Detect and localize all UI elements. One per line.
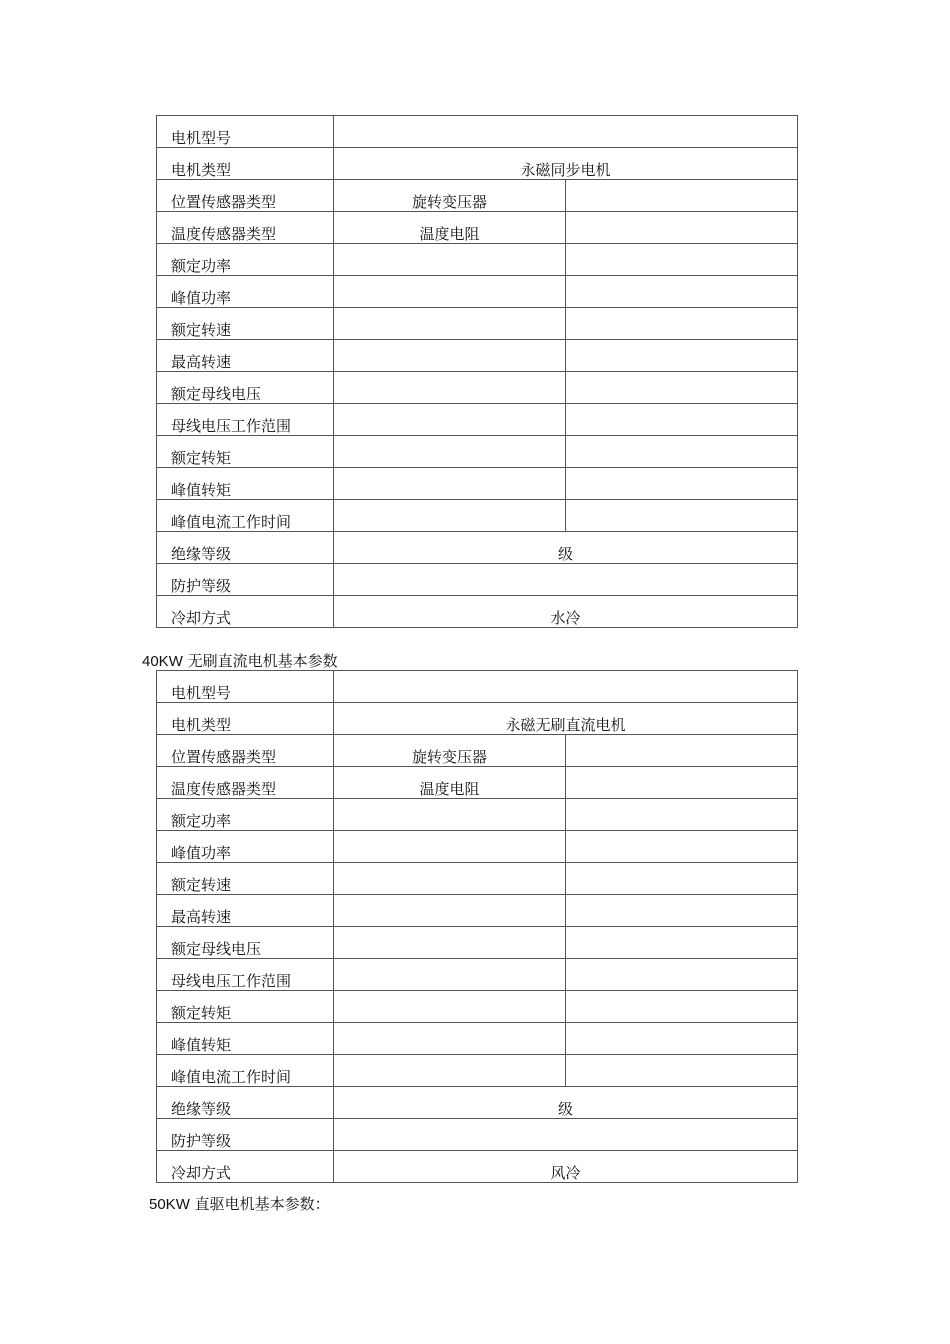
param-label: 绝缘等级: [157, 532, 334, 564]
param-extra: [566, 863, 798, 895]
param-value: [334, 863, 566, 895]
param-value: [334, 831, 566, 863]
param-extra: [566, 831, 798, 863]
caption-power: 40KW: [142, 653, 183, 670]
param-value: 水冷: [334, 596, 798, 628]
param-value: [334, 1119, 798, 1151]
param-label: 额定功率: [157, 244, 334, 276]
table-row: [157, 404, 798, 436]
param-value: [334, 500, 566, 532]
table-row: [157, 372, 798, 404]
param-value: 风冷: [334, 1151, 798, 1183]
param-extra: [566, 959, 798, 991]
table-row: [157, 340, 798, 372]
param-value: [334, 1055, 566, 1087]
param-label: 母线电压工作范围: [157, 959, 334, 991]
param-label: 峰值功率: [157, 276, 334, 308]
param-label: 温度传感器类型: [157, 767, 334, 799]
param-label: 防护等级: [157, 1119, 334, 1151]
table-row: [157, 799, 798, 831]
param-value: [334, 116, 798, 148]
param-value: [334, 436, 566, 468]
param-label: 额定转矩: [157, 436, 334, 468]
param-extra: [566, 340, 798, 372]
param-label: 峰值电流工作时间: [157, 1055, 334, 1087]
table-row: [157, 116, 798, 148]
table-row: [157, 244, 798, 276]
table-row: [157, 308, 798, 340]
param-label: 额定转矩: [157, 991, 334, 1023]
param-value: 级: [334, 532, 798, 564]
param-value: 级: [334, 1087, 798, 1119]
table-row: [157, 735, 798, 767]
param-extra: [566, 468, 798, 500]
param-label: 额定功率: [157, 799, 334, 831]
param-extra: [566, 404, 798, 436]
param-value: 永磁无刷直流电机: [334, 703, 798, 735]
table-row: [157, 1119, 798, 1151]
param-value: [334, 308, 566, 340]
param-extra: [566, 895, 798, 927]
param-label: 峰值功率: [157, 831, 334, 863]
param-label: 峰值电流工作时间: [157, 500, 334, 532]
table-row: [157, 1151, 798, 1183]
table-row: [157, 276, 798, 308]
param-value: [334, 564, 798, 596]
param-label: 额定母线电压: [157, 927, 334, 959]
param-extra: [566, 212, 798, 244]
table-row: [157, 863, 798, 895]
table-row: [157, 831, 798, 863]
param-label: 峰值转矩: [157, 468, 334, 500]
motor-params-table-1: [156, 115, 798, 628]
table-row: [157, 212, 798, 244]
table-row: [157, 468, 798, 500]
param-extra: [566, 1055, 798, 1087]
param-label: 额定母线电压: [157, 372, 334, 404]
param-extra: [566, 276, 798, 308]
param-value: 旋转变压器: [334, 180, 566, 212]
param-value: 永磁同步电机: [334, 148, 798, 180]
table-row: [157, 148, 798, 180]
param-label: 电机类型: [157, 148, 334, 180]
param-label: 电机型号: [157, 671, 334, 703]
param-extra: [566, 372, 798, 404]
param-label: 额定转速: [157, 863, 334, 895]
caption-text: 无刷直流电机基本参数: [182, 652, 338, 670]
param-extra: [566, 799, 798, 831]
param-label: 温度传感器类型: [157, 212, 334, 244]
param-value: [334, 404, 566, 436]
table-row: [157, 436, 798, 468]
table-row: [157, 991, 798, 1023]
table-row: [157, 180, 798, 212]
table-row: [157, 767, 798, 799]
param-extra: [566, 735, 798, 767]
param-value: [334, 468, 566, 500]
table-row: [157, 703, 798, 735]
caption-text: 直驱电机基本参数：: [189, 1195, 330, 1213]
param-label: 电机类型: [157, 703, 334, 735]
table-row: [157, 895, 798, 927]
param-label: 冷却方式: [157, 596, 334, 628]
param-extra: [566, 308, 798, 340]
param-value: [334, 244, 566, 276]
param-value: [334, 927, 566, 959]
param-value: [334, 276, 566, 308]
caption-power: 50KW: [149, 1196, 190, 1213]
motor-params-table-2: [156, 670, 798, 1183]
param-label: 额定转速: [157, 308, 334, 340]
param-value: 旋转变压器: [334, 735, 566, 767]
table-row: [157, 1055, 798, 1087]
param-label: 位置传感器类型: [157, 735, 334, 767]
param-value: [334, 372, 566, 404]
table-row: [157, 959, 798, 991]
param-label: 母线电压工作范围: [157, 404, 334, 436]
param-label: 绝缘等级: [157, 1087, 334, 1119]
param-label: 最高转速: [157, 340, 334, 372]
param-extra: [566, 927, 798, 959]
param-label: 位置传感器类型: [157, 180, 334, 212]
table-row: [157, 927, 798, 959]
param-value: 温度电阻: [334, 767, 566, 799]
param-extra: [566, 767, 798, 799]
param-value: [334, 340, 566, 372]
param-extra: [566, 991, 798, 1023]
param-value: 温度电阻: [334, 212, 566, 244]
param-value: [334, 959, 566, 991]
param-extra: [566, 436, 798, 468]
param-label: 最高转速: [157, 895, 334, 927]
table-2-caption: [142, 650, 338, 671]
param-extra: [566, 244, 798, 276]
param-value: [334, 991, 566, 1023]
param-label: 防护等级: [157, 564, 334, 596]
table-row: [157, 596, 798, 628]
param-label: 冷却方式: [157, 1151, 334, 1183]
param-value: [334, 1023, 566, 1055]
table-row: [157, 1087, 798, 1119]
param-extra: [566, 1023, 798, 1055]
table-row: [157, 564, 798, 596]
param-label: 电机型号: [157, 116, 334, 148]
param-extra: [566, 500, 798, 532]
param-value: [334, 671, 798, 703]
param-value: [334, 799, 566, 831]
param-label: 峰值转矩: [157, 1023, 334, 1055]
table-row: [157, 532, 798, 564]
table-row: [157, 671, 798, 703]
param-value: [334, 895, 566, 927]
table-row: [157, 500, 798, 532]
param-extra: [566, 180, 798, 212]
table-3-caption: [149, 1193, 330, 1214]
table-row: [157, 1023, 798, 1055]
